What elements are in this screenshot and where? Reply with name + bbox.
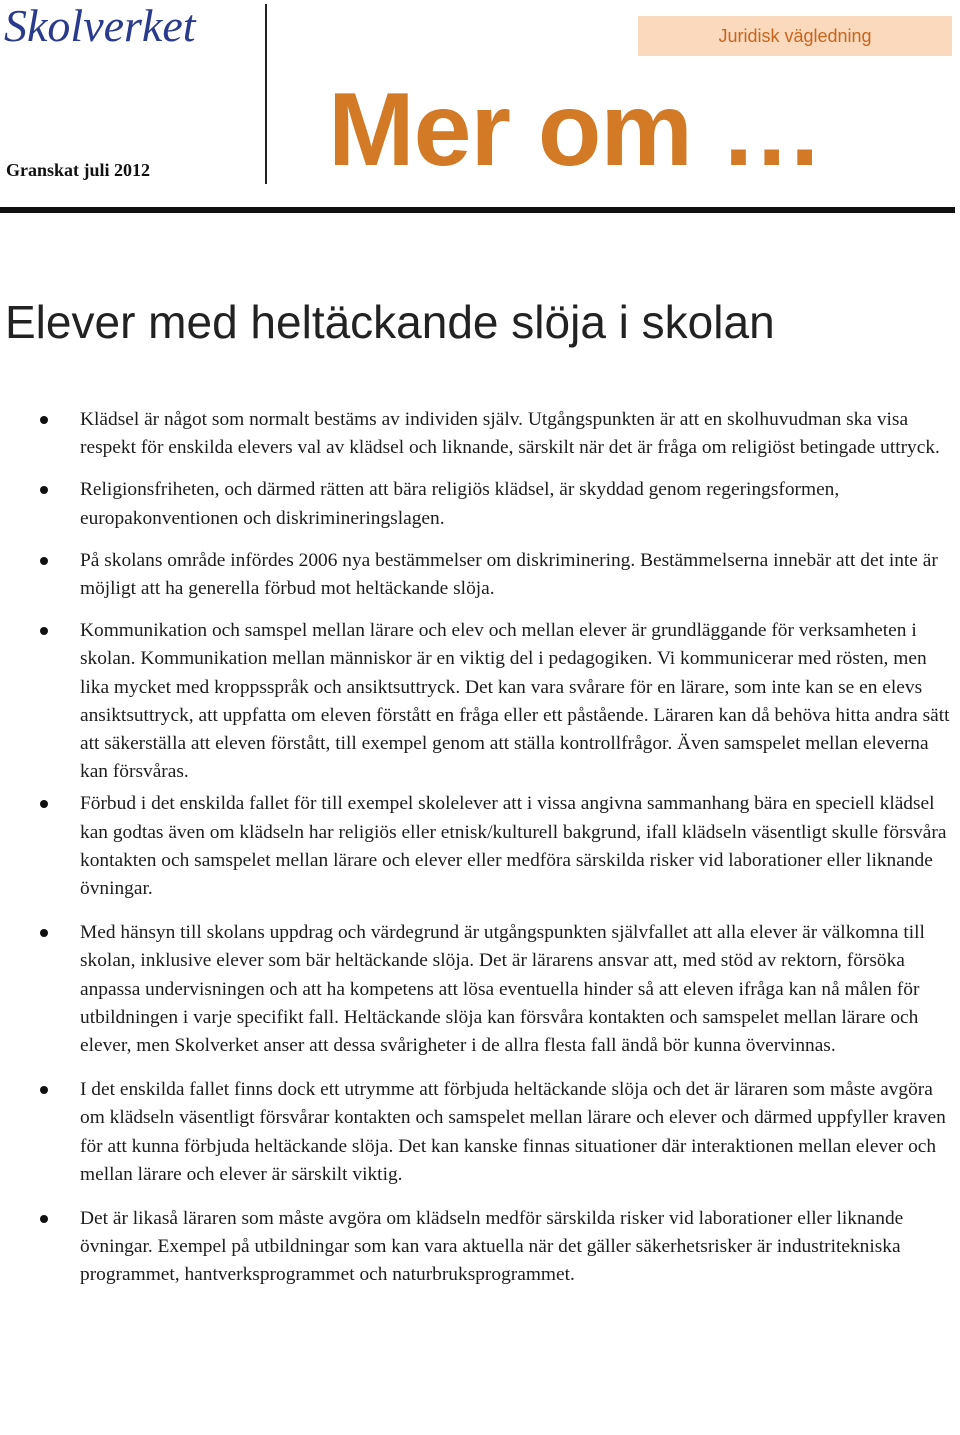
list-item (0, 1076, 960, 1189)
category-badge: Juridisk vägledning (638, 16, 952, 56)
bullet-list (0, 406, 960, 1290)
list-item-text: Det är likaså läraren som måste avgöra om klädseln medför särskilda risker vid laborationer eller liknande övningar. Exempel på utbildningar som kan vara aktuella när det gäller säkerhetsrisker är industritekniska programmet, hantverksprogrammet och naturbruksprogrammet. (80, 1208, 904, 1286)
bullet-icon (40, 800, 48, 808)
page-title: Elever med heltäckande slöja i skolan (5, 296, 775, 348)
list-item (0, 919, 960, 1060)
list-item-text: I det enskilda fallet finns dock ett utrymme att förbjuda heltäckande slöja och det är läraren som måste avgöra om klädseln väsentligt försvårar kontakten och samspelet mellan lärare och elever och därmed uppfyller kraven för att kunna förbjuda heltäckande slöja. Det kan kanske finnas situationer där interaktionen mellan elever och mellan lärare och elever är särskilt viktig. (80, 1079, 946, 1185)
bullet-icon (40, 1215, 48, 1223)
list-item-text: Klädsel är något som normalt bestäms av individen själv. Utgångspunkten är att en skolhuvudman ska visa respekt för enskilda elevers val av klädsel och liknande, särskilt när det är fråga om religiöst betingade uttryck. (80, 409, 940, 459)
list-item (0, 547, 960, 603)
list-item (0, 476, 960, 532)
list-item-text: På skolans område infördes 2006 nya bestämmelser om diskriminering. Bestämmelserna innebär att det inte är möjligt att ha generella förbud mot heltäckande slöja. (80, 549, 938, 600)
header-divider (265, 4, 267, 184)
header-rule (0, 207, 955, 213)
list-item-text: Förbud i det enskilda fallet för till exempel skolelever att i vissa angivna sammanhang bära en speciell klädsel kan godtas även om klädseln har religiös eller etnisk/kulturell bakgrund, ifall klädseln väsentligt skulle försvåra kontakten och samspelet mellan lärare och elever eller medföra särskilda risker vid laborationer eller liknande övningar. (80, 793, 947, 900)
bullet-icon (40, 929, 48, 937)
list-item (0, 1205, 960, 1290)
list-item (0, 790, 960, 903)
series-title: Mer om … (328, 72, 823, 188)
bullet-icon (40, 416, 48, 424)
list-item (0, 617, 960, 786)
bullet-icon (40, 557, 48, 565)
bullet-icon (40, 486, 48, 494)
reviewed-date: Granskat juli 2012 (6, 160, 151, 180)
list-item-text: Med hänsyn till skolans uppdrag och värdegrund är utgångspunkten självfallet att alla elever är välkomna till skolan, inklusive elever som bär heltäckande slöja. Det är lärarens ansvar att, med stöd av rektorn, försöka anpassa undervisningen och att ha kompetens att lösa eventuella hinder så att eleven ifråga kan nå målen för utbildningen i varje specifikt fall. Heltäckande slöja kan försvåra kontakten och samspelet mellan lärare och elever, men Skolverket anser att dessa svårigheter i de allra flesta fall ändå bör kunna övervinnas. (80, 922, 925, 1057)
bullet-icon (40, 627, 48, 635)
list-item-text: Religionsfriheten, och därmed rätten att bära religiös klädsel, är skyddad genom regeringsformen, europakonventionen och diskrimineringslagen. (80, 479, 840, 529)
list-item-text: Kommunikation och samspel mellan lärare och elev och mellan elever är grundläggande för verksamheten i skolan. Kommunikation mellan människor är en viktig del i pedagogiken. Vi kommunicerar med rösten, men lika mycket med kroppsspråk och ansiktsuttryck. Det kan vara svårare för en lärare, som inte kan se en elevs ansiktsuttryck, att uppfatta om eleven förstått en fråga eller ett påstående. Läraren kan då behöva hitta andra sätt att säkerställa att eleven förstått, till exempel genom att ställa kontrollfrågor. Även samspelet mellan eleverna kan försvåras. (80, 620, 950, 783)
list-item (0, 406, 960, 462)
bullet-icon (40, 1086, 48, 1094)
skolverket-logo: Skolverket (4, 0, 196, 51)
